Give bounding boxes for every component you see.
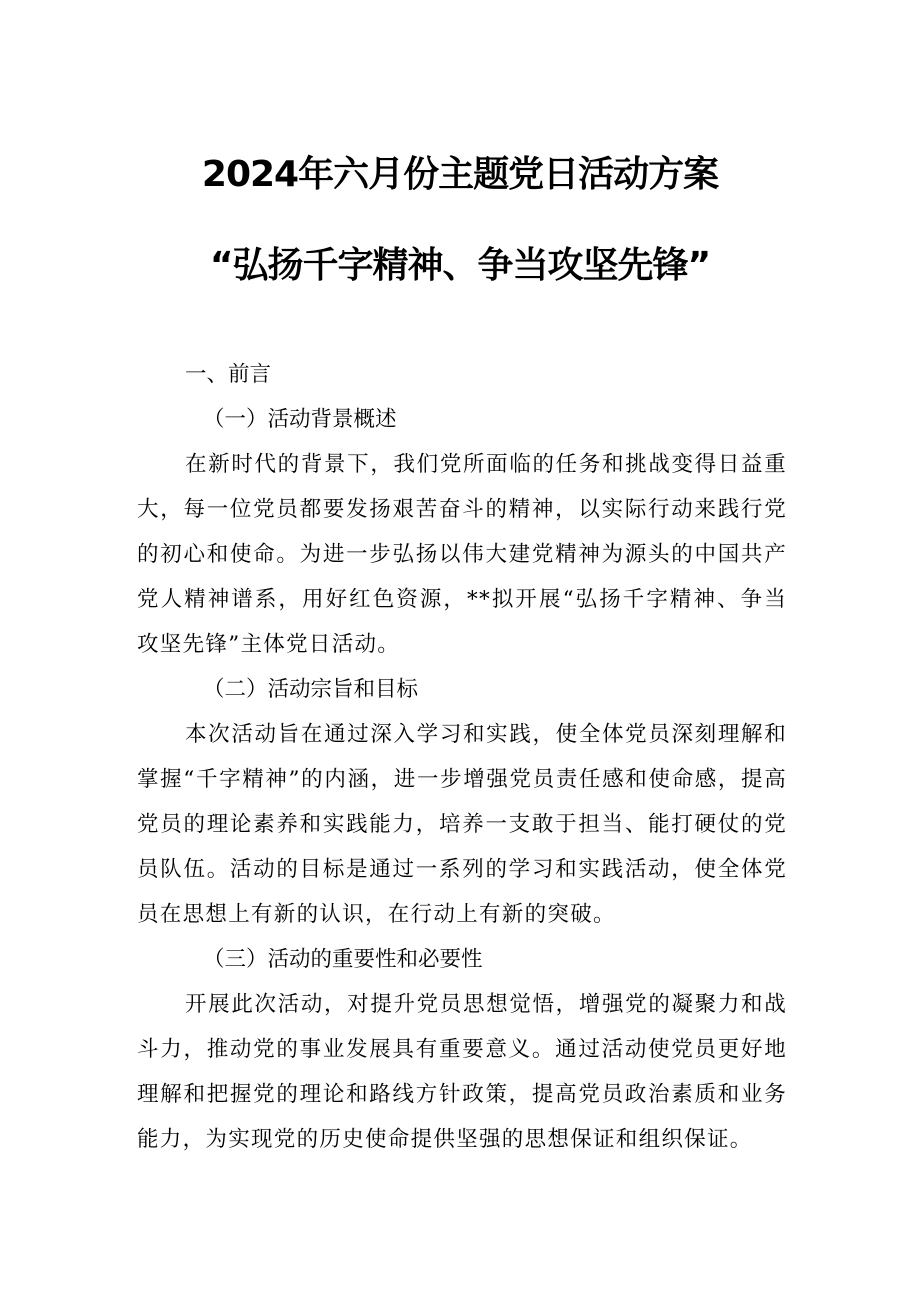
subsection-heading-purpose: （二）活动宗旨和目标: [203, 677, 419, 702]
subsection-heading-importance: （三）活动的重要性和必要性: [203, 947, 483, 972]
subsection-heading-background: （一）活动背景概述: [203, 407, 397, 432]
document-subtitle: “弘扬千字精神、争当攻坚先锋”: [209, 245, 711, 286]
paragraph-purpose: 本次活动旨在通过深入学习和实践，使全体党员深刻理解和掌握“千字精神”的内涵，进一步增强党员责任感和使命感，提高党员的理论素养和实践能力，培养一支敢于担当、能打硬仗的党员队伍。活动的目标是通过一系列的学习和实践活动，使全体党员在思想上有新的认识，在行动上有新的突破。: [137, 722, 787, 927]
document-title: 2024年六月份主题党日活动方案: [201, 154, 719, 195]
paragraph-background: 在新时代的背景下，我们党所面临的任务和挑战变得日益重大，每一位党员都要发扬艰苦奋斗的精神，以实际行动来践行党的初心和使命。为进一步弘扬以伟大建党精神为源头的中国共产党人精神谱系，用好红色资源，**拟开展“弘扬千字精神、争当攻坚先锋”主体党日活动。: [137, 452, 787, 657]
paragraph-importance: 开展此次活动，对提升党员思想觉悟，增强党的凝聚力和战斗力，推动党的事业发展具有重要意义。通过活动使党员更好地理解和把握党的理论和路线方针政策，提高党员政治素质和业务能力，为实现党的历史使命提供坚强的思想保证和组织保证。: [137, 992, 787, 1152]
document-body: [137, 352, 787, 1162]
section-heading-preface: 一、前言: [185, 362, 272, 387]
